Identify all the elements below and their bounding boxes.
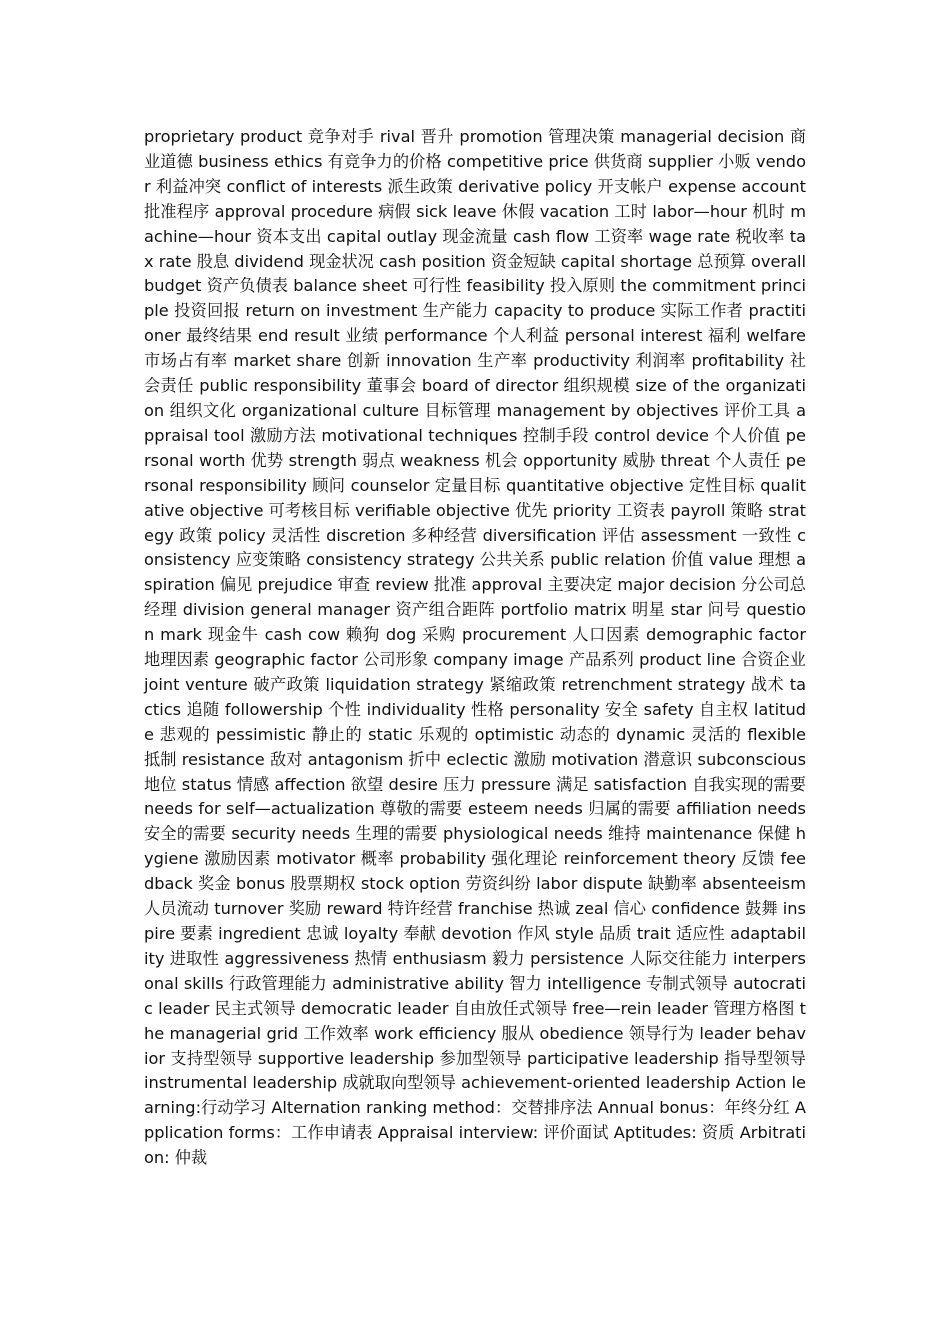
glossary-text: proprietary product 竞争对手 rival 晋升 promotion 管理决策 managerial decision 商业道德 business ethics 有竞争力的价格 competitive price 供货商 supplier 小贩 vendor 利益冲突 conflict of interests 派生政策 derivative policy 开支帐户 expense account 批准程序 approval procedure 病假 sick leave 休假 vacation 工时 labor—hour 机时 machine—hour 资本支出 capital outlay 现金流量 cash flow 工资率 wage rate 税收率 tax rate 股息 dividend 现金状况 cash position 资金短缺 capital shortage 总预算 overall budget 资产负债表 balance sheet 可行性 feasibility 投入原则 the commitment principle 投资回报 return on investment 生产能力 capacity to produce 实际工作者 practitioner 最终结果 end result 业绩 performance 个人利益 personal interest 福利 welfare 市场占有率 market share 创新 innovation 生产率 productivity 利润率 profitability 社会责任 public responsibility 董事会 board of director 组织规模 size of the organization 组织文化 organizational culture 目标管理 management by objectives 评价工具 appraisal tool 激励方法 motivational techniques 控制手段 control device 个人价值 personal worth 优势 strength 弱点 weakness 机会 opportunity 威胁 threat 个人责任 personal responsibility 顾问 counselor 定量目标 quantitative objective 定性目标 qualitative objective 可考核目标 verifiable objective 优先 priority 工资表 payroll 策略 strategy 政策 policy 灵活性 discretion 多种经营 diversification 评估 assessment 一致性 consistency 应变策略 consistency strategy 公共关系 public relation 价值 value 理想 aspiration 偏见 prejudice 审查 review 批准 approval 主要决定 major decision 分公司总经理 division general manager 资产组合距阵 portfolio matrix 明星 star 问号 question mark 现金牛 cash cow 赖狗 dog 采购 procurement 人口因素 demographic factor 地理因素 geographic factor 公司形象 company image 产品系列 product line 合资企业 joint venture 破产政策 liquidation strategy 紧缩政策 retrenchment strategy 战术 tactics 追随 followership 个性 individuality 性格 personality 安全 safety 自主权 latitude 悲观的 pessimistic 静止的 static 乐观的 optimistic 动态的 dynamic 灵活的 flexible 抵制 resistance 敌对 antagonism 折中 eclectic 激励 motivation 潜意识 subconscious 地位 status 情感 affection 欲望 desire 压力 pressure 满足 satisfaction 自我实现的需要 needs for self—actualization 尊敬的需要 esteem needs 归属的需要 affiliation needs 安全的需要 security needs 生理的需要 physiological needs 维持 maintenance 保健 hygiene 激励因素 motivator 概率 probability 强化理论 reinforcement theory 反馈 feedback 奖金 bonus 股票期权 stock option 劳资纠纷 labor dispute 缺勤率 absenteeism 人员流动 turnover 奖励 reward 特许经营 franchise 热诚 zeal 信心 confidence 鼓舞 inspire 要素 ingredient 忠诚 loyalty 奉献 devotion 作风 style 品质 trait 适应性 adaptability 进取性 aggressiveness 热情 enthusiasm 毅力 persistence 人际交往能力 interpersonal skills 行政管理能力 administrative ability 智力 intelligence 专制式领导 autocratic leader 民主式领导 democratic leader 自由放任式领导 free—rein leader 管理方格图 the managerial grid 工作效率 work efficiency 服从 obedience 领导行为 leader behavior 支持型领导 supportive leadership 参加型领导 participative leadership 指导型领导 instrumental leadership 成就取向型领导 achievement-oriented leadership Action learning:行动学习 Alternation ranking method：交替排序法 Annual bonus：年终分红 Application forms：工作申请表 Appraisal interview: 评价面试 Aptitudes: 资质 Arbitration: 仲裁 (144, 127, 806, 1168)
